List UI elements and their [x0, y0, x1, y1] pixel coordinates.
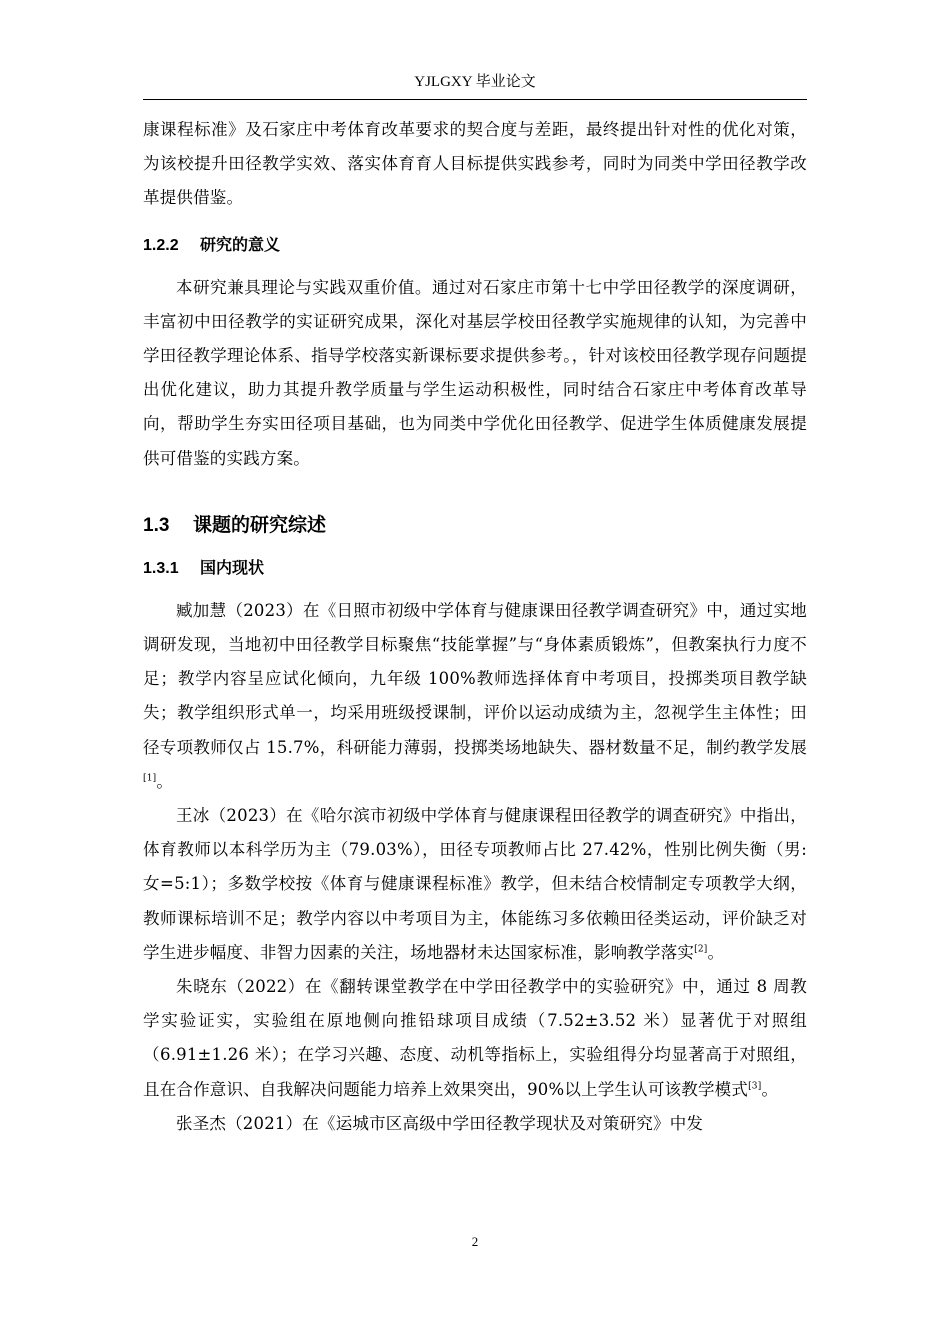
header-rule: [143, 99, 807, 100]
paragraph-zhu-review: [143, 970, 807, 1107]
page-body: [143, 113, 807, 1141]
citation-ref-3[interactable]: [3]: [748, 1081, 762, 1092]
heading-title: 国内现状: [200, 557, 265, 577]
paragraph-wang-review: [143, 799, 807, 970]
paragraph-significance: 本研究兼具理论与实践双重价值。通过对石家庄市第十七中学田径教学的深度调研，丰富初中田径教学的实证研究成果，深化对基层学校田径教学实施规律的认知，为完善中学田径教学理论体系、指导学校落实新课标要求提供参考。，针对该校田径教学现存问题提出优化建议，助力其提升教学质量与学生运动积极性，同时结合石家庄中考体育改革导向，帮助学生夯实田径项目基础，也为同类中学优化田径教学、促进学生体质健康发展提供可借鉴的实践方案。: [143, 277, 807, 468]
heading-1-3-1: [143, 555, 807, 582]
sentence-end: 。: [707, 942, 725, 962]
review-text: 王冰（2023）在《哈尔滨市初级中学体育与健康课程田径教学的调查研究》中指出，体育教师以本科学历为主（79.03%），田径专项教师占比 27.42%，性别比例失衡（男:女=5:1）；多数学校按《体育与健康课程标准》教学，但未结合校情制定专项教学大纲，教师课标培训不足；教学内容以中考项目为主，体能练习多依赖田径类运动，评价缺乏对学生进步幅度、非智力因素的关注，场地器材未达国家标准，影响教学落实: [143, 806, 807, 962]
heading-number: 1.3: [143, 514, 170, 536]
paragraph-intro-continued: 康课程标准》及石家庄中考体育改革要求的契合度与差距，最终提出针对性的优化对策，为该校提升田径教学实效、落实体育育人目标提供实践参考，同时为同类中学田径教学改革提供借鉴。: [143, 120, 807, 208]
citation-ref-1[interactable]: [1]: [143, 773, 157, 784]
heading-1-3: [143, 510, 807, 541]
paragraph-zang-review: [143, 594, 807, 799]
citation-ref-2[interactable]: [2]: [694, 944, 708, 955]
review-text: 臧加慧（2023）在《日照市初级中学体育与健康课田径教学调查研究》中，通过实地调研发现，当地初中田径教学目标聚焦“技能掌握”与“身体素质锻炼”，但教案执行力度不足；教学内容呈应试化倾向，九年级 100%教师选择体育中考项目，投掷类项目教学缺失；教学组织形式单一，均采用班级授课制，评价以运动成绩为主，忽视学生主体性；田径专项教师仅占 15.7%，科研能力薄弱，投掷类场地缺失、器材数量不足，制约教学发展: [143, 600, 807, 757]
running-header: YJLGXY 毕业论文: [414, 74, 536, 90]
paragraph-zhang-review: 张圣杰（2021）在《运城市区高级中学田径教学现状及对策研究》中发: [176, 1113, 704, 1133]
page-number: 2: [471, 1234, 479, 1249]
heading-1-2-2: [143, 232, 807, 259]
heading-title: 课题的研究综述: [193, 513, 327, 536]
sentence-end: 。: [156, 771, 174, 791]
heading-title: 研究的意义: [200, 234, 281, 254]
heading-number: 1.2.2: [143, 236, 179, 254]
review-text: 朱晓东（2022）在《翻转课堂教学在中学田径教学中的实验研究》中，通过 8 周教学实验证实，实验组在原地侧向推铅球项目成绩（7.52±3.52 米）显著优于对照组（6.91±1.26 米）；在学习兴趣、态度、动机等指标上，实验组得分均显著高于对照组，且在合作意识、自我解决问题能力培养上效果突出，90%以上学生认可该教学模式: [143, 977, 807, 1099]
heading-number: 1.3.1: [143, 559, 179, 577]
sentence-end: 。: [761, 1079, 779, 1099]
